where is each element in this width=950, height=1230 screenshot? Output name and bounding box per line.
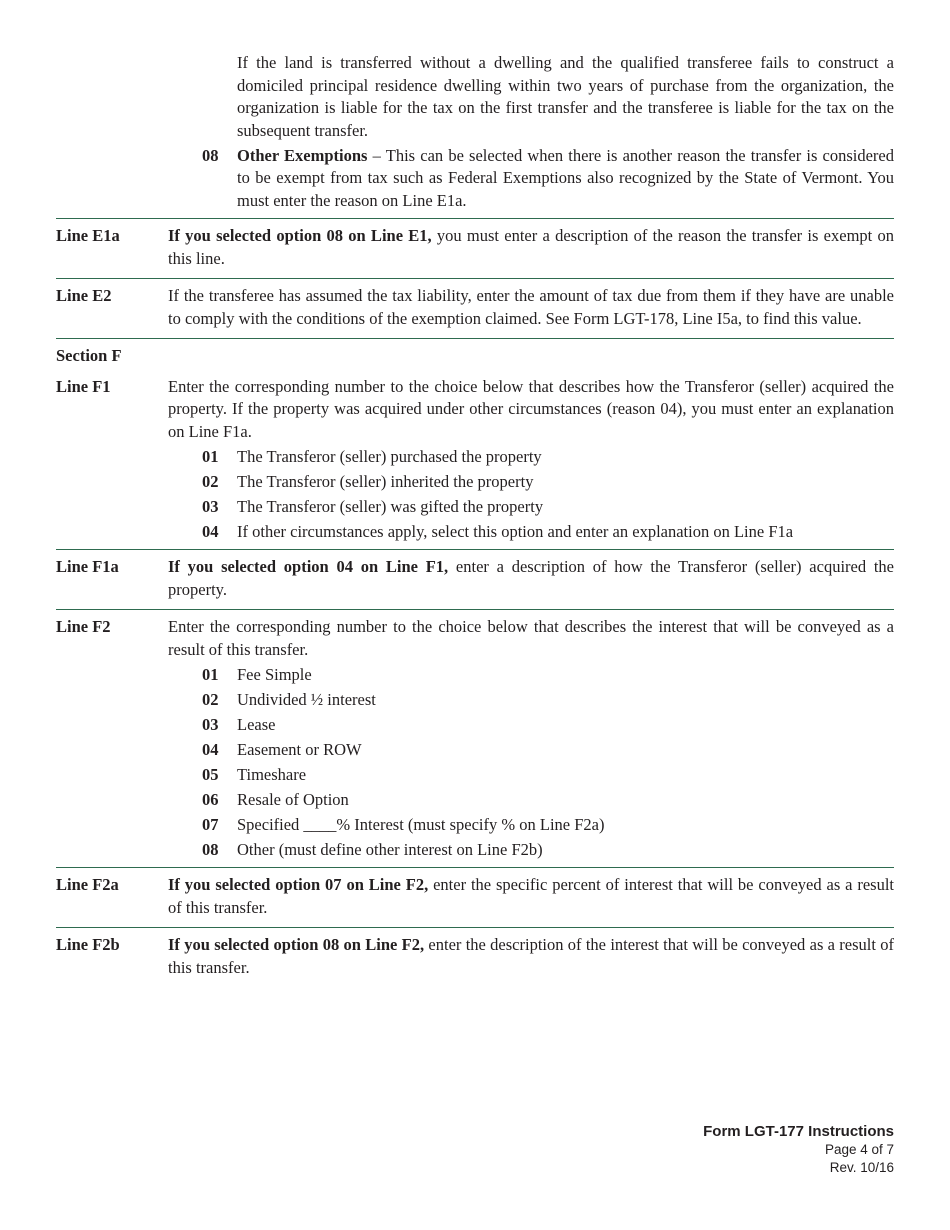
line-label: Line F2a [56, 875, 119, 894]
line-label: Line E2 [56, 286, 112, 305]
option-text: The Transferor (seller) purchased the property [237, 446, 542, 466]
option-text: The Transferor (seller) inherited the property [237, 471, 534, 491]
instructions-page [56, 52, 894, 987]
section-f-row [56, 338, 894, 372]
option-item [202, 839, 894, 862]
option-number: 04 [202, 521, 219, 541]
line-e2-row [56, 278, 894, 338]
option-text: Resale of Option [237, 789, 349, 809]
line-label: Line F2 [56, 617, 111, 636]
line-f2-row [56, 609, 894, 867]
option-text: If other circumstances apply, select this option and enter an explanation on Line F1a [237, 521, 794, 541]
option-item [202, 521, 894, 544]
option-text: Timeshare [237, 764, 307, 784]
line-condition: If you selected option 07 on Line F2, [168, 875, 429, 894]
line-label: Line E1a [56, 226, 120, 245]
option-text: Fee Simple [237, 664, 312, 684]
option-text: The Transferor (seller) was gifted the property [237, 496, 544, 516]
option-number: 04 [202, 739, 219, 759]
option-title: Other Exemptions [237, 145, 368, 165]
line-text: enter a description of how the Transferor (seller) acquired the property. [168, 557, 894, 599]
option-number: 05 [202, 764, 219, 784]
line-description: Enter the corresponding number to the choice below that describes the interest that will be conveyed as a result of this transfer. [168, 617, 894, 659]
option-number: 02 [202, 471, 219, 491]
option-item [202, 471, 894, 494]
option-text: Lease [237, 714, 276, 734]
line-description [168, 556, 894, 601]
option-item [202, 689, 894, 712]
form-title: Form LGT-177 Instructions [703, 1123, 894, 1140]
option-number: 08 [202, 839, 219, 859]
option-item [202, 145, 894, 213]
line-f2b-row [56, 927, 894, 987]
line-description: Enter the corresponding number to the choice below that describes how the Transferor (seller) acquired the property. If the property was acquired under other circumstances (reason 04), you must enter an explanation on Line F1a. [168, 376, 894, 441]
option-text: Easement or ROW [237, 739, 362, 759]
line-description [168, 934, 894, 979]
option-description: – This can be selected when there is another reason the transfer is considered to be exempt from tax such as Federal Exemptions also recognized by the State of Vermont. You must enter the reason on Line E1a. [237, 145, 894, 210]
option-number: 08 [202, 145, 219, 165]
line-text: enter the specific percent of interest that will be conveyed as a result of this transfer. [168, 875, 894, 917]
line-label: Line F1 [56, 376, 111, 396]
page-footer [703, 1122, 894, 1177]
option-item [202, 764, 894, 787]
line-condition: If you selected option 08 on Line F2, [168, 935, 425, 954]
line-label: Line F2b [56, 935, 120, 954]
option-number: 02 [202, 689, 219, 709]
section-label: Section F [56, 346, 122, 365]
line-f2a-row [56, 867, 894, 927]
option-number: 01 [202, 446, 219, 466]
option-item [202, 814, 894, 837]
line-f1-row [56, 372, 894, 550]
line-f1a-row [56, 549, 894, 609]
option-item [202, 789, 894, 812]
option-number: 03 [202, 714, 219, 734]
line-text: enter the description of the interest that will be conveyed as a result of this transfer. [168, 935, 895, 977]
line-condition: If you selected option 04 on Line F1, [168, 557, 449, 576]
option-number: 06 [202, 789, 219, 809]
line-e1a-row [56, 218, 894, 278]
option-number: 01 [202, 664, 219, 684]
line-description: If the transferee has assumed the tax liability, enter the amount of tax due from them if they have are unable to comply with the conditions of the exemption claimed. See Form LGT-178, Line I5a, to find this value. [168, 286, 894, 328]
line-label: Line F1a [56, 557, 119, 576]
line-description [168, 225, 894, 270]
option-text: Specified ____% Interest (must specify % on Line F2a) [237, 814, 605, 834]
option-text: Undivided ½ interest [237, 689, 376, 709]
option-item [202, 714, 894, 737]
option-number: 03 [202, 496, 219, 516]
option-item [202, 664, 894, 687]
option-text: Other (must define other interest on Line F2b) [237, 839, 543, 859]
option-item [202, 739, 894, 762]
page-number: Page 4 of 7 [824, 1142, 894, 1157]
line-condition: If you selected option 08 on Line E1, [168, 226, 432, 245]
line-text: you must enter a description of the reason the transfer is exempt on this line. [168, 226, 894, 268]
option-item [202, 446, 894, 469]
option-item [202, 496, 894, 519]
option-number: 07 [202, 814, 219, 834]
intro-paragraph: If the land is transferred without a dwelling and the qualified transferee fails to construct a domiciled principal residence dwelling within two years of purchase from the organization, the organization is liable for the tax on the first transfer and the transferee is liable for the tax on the subsequent transfer. [237, 53, 894, 140]
line-description [168, 874, 894, 919]
option-text [237, 145, 894, 213]
revision-date: Rev. 10/16 [829, 1160, 894, 1175]
